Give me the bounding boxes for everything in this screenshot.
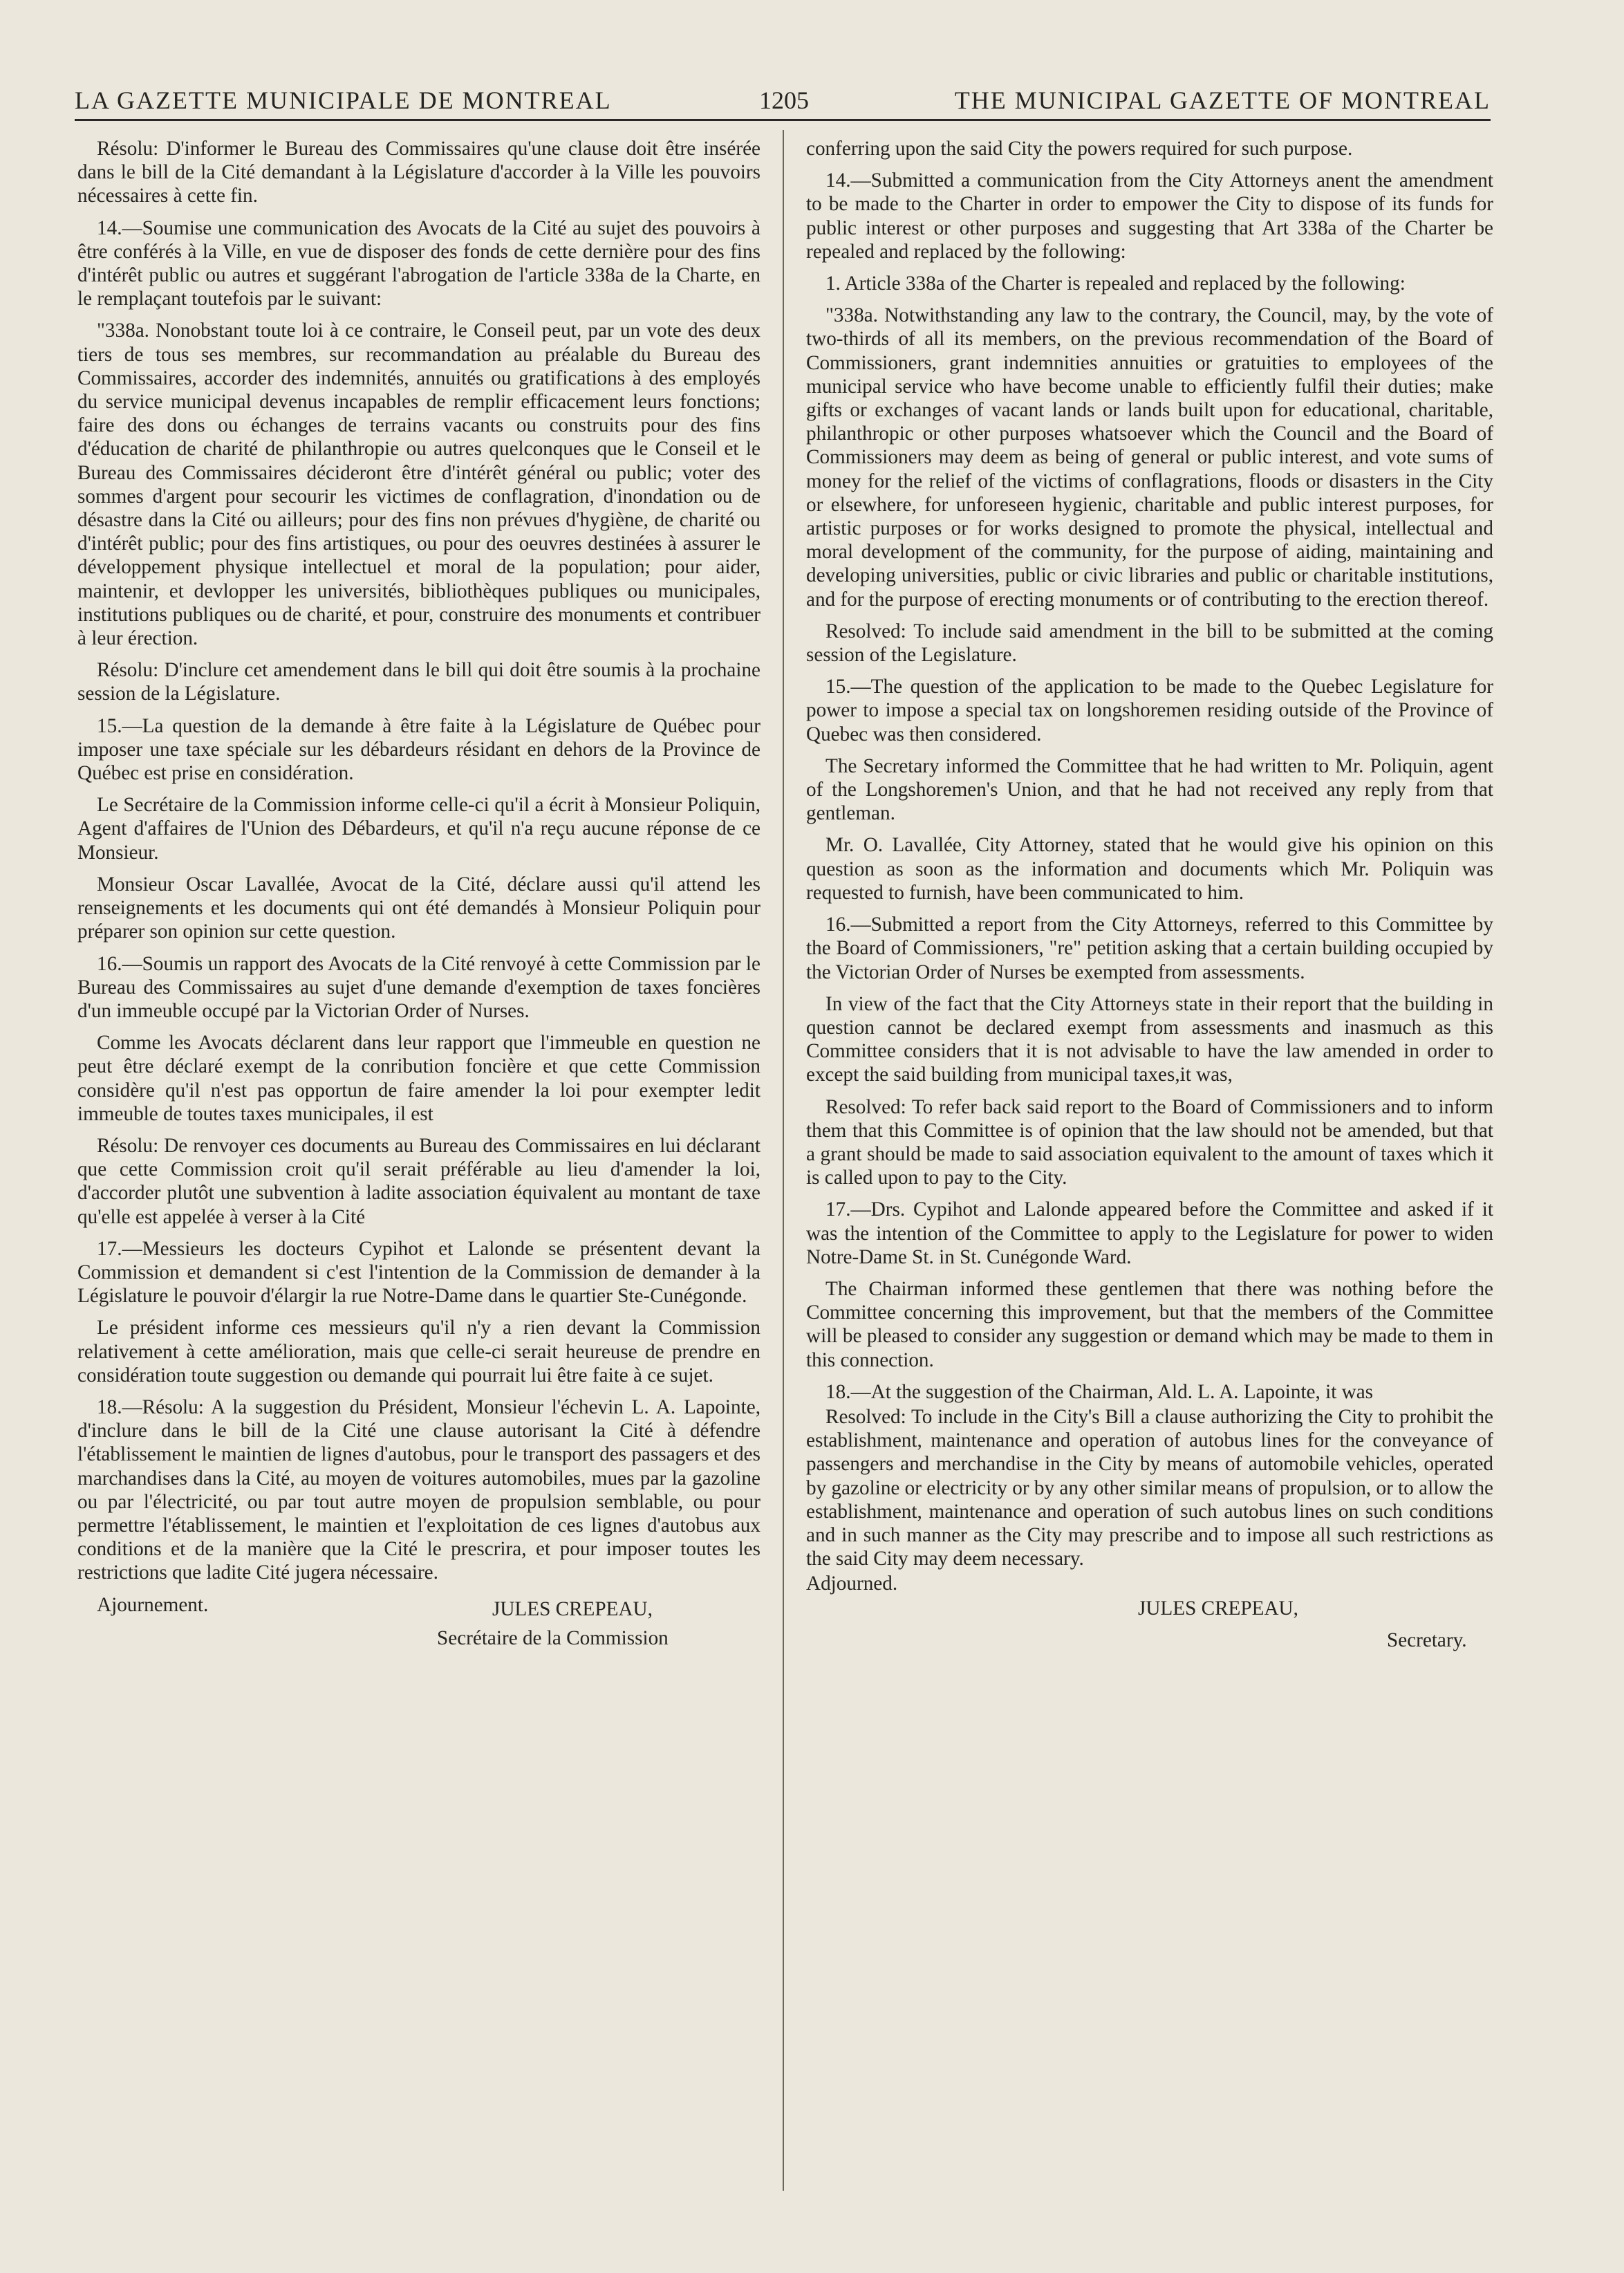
fr-signature-title: Secrétaire de la Commission	[437, 1626, 669, 1649]
en-paragraph-7: The Secretary informed the Committee that he had written to Mr. Poliquin, agent of the Longshoremen's Union, and that he had not received any reply from that gentleman.	[806, 754, 1493, 825]
en-paragraph-13: The Chairman informed these gentlemen that there was nothing before the Committee concerning this improvement, but that the members of the Committee will be pleased to consider any suggestion or demand which may be made to them in this connection.	[806, 1277, 1493, 1371]
column-divider	[783, 130, 784, 2191]
en-paragraph-3: 1. Article 338a of the Charter is repealed and replaced by the following:	[825, 272, 1406, 295]
header-english-title: THE MUNICIPAL GAZETTE OF MONTREAL	[954, 86, 1491, 114]
en-paragraph-14: 18.—At the suggestion of the Chairman, Ald. L. A. Lapointe, it was	[825, 1380, 1374, 1403]
fr-paragraph-7: Monsieur Oscar Lavallée, Avocat de la Cité, déclare aussi qu'il attend les renseignements et les documents qui ont été demandés à Monsieur Poliquin pour préparer son opinion sur cette question.	[77, 873, 760, 943]
en-paragraph-9: 16.—Submitted a report from the City Attorneys, referred to this Committee by the Board of Commissioners, "re" petition asking that a certain building occupied by the Victorian Order of Nurses be exempted from assessments.	[806, 913, 1493, 983]
page-number: 1205	[759, 86, 809, 114]
fr-paragraph-3: "338a. Nonobstant toute loi à ce contraire, le Conseil peut, par un vote des deux tiers de tous ses membres, sur recommandation au préalable du Bureau des Commissaires, accorder des indemnités, annuités ou gratifications à des employés du service municipal devenus incapables de remplir efficacement leurs fonctions; faire des dons ou échanges de terrains vacants ou construits pour des fins d'éducation de charité de philanthropie ou autres quelconques que le Conseil et le Bureau des Commissaires décideront être d'intérêt général ou public; voter des sommes d'argent pour secourir les victimes de conflagration, d'inondation ou de désastre dans la Cité ou ailleurs; pour des fins non prévues d'hygiène, de charité ou d'intérêt public; pour des fins artistiques, ou pour des oeuvres destinées à assurer le développement physique intellectuel et moral de la population; pour aider, maintenir, et devlopper les universités, bibliothèques publiques ou municipales, institutions publiques ou de charité, et pour, construire des monuments et contribuer à leur érection.	[77, 319, 760, 650]
page-header	[75, 69, 1491, 121]
header-french-title: LA GAZETTE MUNICIPALE DE MONTREAL	[75, 86, 612, 114]
en-paragraph-5: Resolved: To include said amendment in the bill to be submitted at the coming session of the Legislature.	[806, 620, 1493, 667]
en-paragraph-6: 15.—The question of the application to be made to the Quebec Legislature for power to impose a special tax on longshoremen residing outside of the Province of Quebec was then considered.	[806, 676, 1493, 745]
french-column	[77, 137, 760, 2211]
fr-paragraph-1: Résolu: D'informer le Bureau des Commissaires qu'une clause doit être insérée dans le bill de la Cité demandant à la Législature d'accorder à la Ville les pouvoirs nécessaires à cette fin.	[77, 138, 760, 207]
en-paragraph-11: Resolved: To refer back said report to the Board of Commissioners and to inform them that this Committee is of opinion that the law should not be amended, but that a grant should be made to said association equivalent to the amount of taxes which it is called upon to pay to the City.	[806, 1095, 1493, 1189]
en-paragraph-8: Mr. O. Lavallée, City Attorney, stated that he would give his opinion on this question as soon as the information and documents which Mr. Poliquin was requested to furnish, have been communicated to him.	[806, 834, 1493, 904]
en-paragraph-15: Resolved: To include in the City's Bill a clause authorizing the City to prohibit the establishment, maintenance and operation of autobus lines for the conveyance of passengers and merchandise in the City by means of automobile vehicles, operated by gazoline or electricity or by any other similar means of propulsion, or to allow the establishment, maintenance and operation of such autobus lines on such conditions and in such manner as the City may prescribe and to impose all such restrictions as the said City may deem necessary.	[806, 1405, 1493, 1570]
en-paragraph-10: In view of the fact that the City Attorneys state in their report that the building in question cannot be declared exempt from assessments and inasmuch as this Committee considers that it is not advisable to have the law amended in order to except the said building from municipal taxes,it was,	[806, 992, 1493, 1086]
fr-paragraph-12: Le président informe ces messieurs qu'il n'y a rien devant la Commission relativement à cette amélioration, mais que celle-ci serait heureuse de prendre en considération toute suggestion ou demande qui pourrait lui être faite à ce sujet.	[77, 1317, 760, 1386]
fr-paragraph-9: Comme les Avocats déclarent dans leur rapport que l'immeuble en question ne peut être déclaré exempt de la conribution foncière et que cette Commission considère qu'il n'est pas opportun de faire amender la loi pour exempter ledit immeuble de toutes taxes municipales, il est	[77, 1032, 760, 1125]
en-paragraph-12: 17.—Drs. Cypihot and Lalonde appeared before the Committee and asked if it was the intention of the Committee to apply to the Legislature for power to widen Notre-Dame St. in St. Cunégonde Ward.	[806, 1198, 1493, 1268]
fr-paragraph-2: 14.—Soumise une communication des Avocats de la Cité au sujet des pouvoirs à être conférés à la Ville, en vue de disposer des fonds de cette dernière pour des fins d'intérêt public ou autres et suggérant l'abrogation de l'article 338a de la Charte, en le remplaçant toutefois par le suivant:	[77, 216, 760, 310]
fr-paragraph-6: Le Secrétaire de la Commission informe celle-ci qu'il a écrit à Monsieur Poliquin, Agent d'affaires de l'Union des Débardeurs, et qu'il n'a reçu aucune réponse de ce Monsieur.	[77, 794, 760, 864]
fr-paragraph-11: 17.—Messieurs les docteurs Cypihot et Lalonde se présentent devant la Commission et demandent si c'est l'intention de la Commission de demander à la Législature le pouvoir d'élargir la rue Notre-Dame dans le quartier Ste-Cunégonde.	[77, 1237, 760, 1308]
en-paragraph-2: 14.—Submitted a communication from the City Attorneys anent the amendment to be made to the Charter in order to empower the City to dispose of its funds for public interest or other purposes and suggesting that Art 338a of the Charter be repealed and replaced by the following:	[806, 169, 1493, 263]
en-signature-title: Secretary.	[1387, 1629, 1467, 1652]
en-signature-name: JULES CREPEAU,	[1138, 1597, 1298, 1620]
fr-paragraph-8: 16.—Soumis un rapport des Avocats de la Cité renvoyé à cette Commission par le Bureau des Commissaires au sujet d'une demande d'exemption de taxes foncières d'un immeuble occupé par la Victorian Order of Nurses.	[77, 952, 760, 1022]
fr-closing: Ajournement.	[97, 1593, 209, 1616]
fr-paragraph-4: Résolu: D'inclure cet amendement dans le bill qui doit être soumis à la prochaine session de la Législature.	[77, 659, 760, 705]
fr-paragraph-13: 18.—Résolu: A la suggestion du Président, Monsieur l'échevin L. A. Lapointe, d'inclure dans le bill de la Cité une clause autorisant la Cité à défendre l'établissement le maintien de lignes d'autobus, pour le transport des passagers et des marchandises dans la Cité, au moyen de voitures automobiles, mues par la gazoline ou par l'électricité, ou par tout autre moyen de propulsion semblable, ou pour permettre l'établissement, le maintien et l'exploitation de ces lignes d'autobus aux conditions et de la manière que la Cité le prescrira, et pour imposer toutes les restrictions que ladite Cité jugera nécessaire.	[77, 1395, 760, 1584]
fr-paragraph-10: Résolu: De renvoyer ces documents au Bureau des Commissaires en lui déclarant que cette Commission croit qu'il serait préférable au lieu d'amender la loi, d'accorder plutôt une subvention à ladite association équivalent au montant de taxe qu'elle est appelée à verser à la Cité	[77, 1134, 760, 1228]
english-column	[806, 137, 1493, 2211]
en-paragraph-4: "338a. Notwithstanding any law to the contrary, the Council, may, by the vote of two-thirds of all its members, on the previous recommendation of the Board of Commissioners, grant indemnities annuities or gratuities to employees of the municipal service who have become unable to efficiently fulfil their duties; make gifts or exchanges of vacant lands or lands built upon for educational, charitable, philanthropic or other purposes whatsoever which the Council and the Board of Commissioners may deem as being of general or public interest, and vote sums of money for the relief of the victims of conflagrations, floods or disasters in the City or elsewhere, for unforeseen hygienic, charitable and public interest purposes, for artistic purposes or for works designed to promote the physical, intellectual and moral development of the community, for the purpose of aiding, maintaining and developing universities, public or civic libraries and public or charitable institutions, and for the purpose of erecting monuments or of contributing to the erection thereof.	[806, 304, 1493, 611]
fr-paragraph-5: 15.—La question de la demande à être faite à la Législature de Québec pour imposer une taxe spéciale sur les débardeurs résidant en dehors de la Province de Québec est prise en considération.	[77, 714, 760, 785]
fr-signature-name: JULES CREPEAU,	[492, 1597, 653, 1620]
en-paragraph-1: conferring upon the said City the powers required for such purpose.	[806, 138, 1353, 160]
en-closing: Adjourned.	[806, 1572, 898, 1595]
fr-signature-block	[77, 1593, 760, 1683]
en-signature-block	[806, 1572, 1493, 1662]
